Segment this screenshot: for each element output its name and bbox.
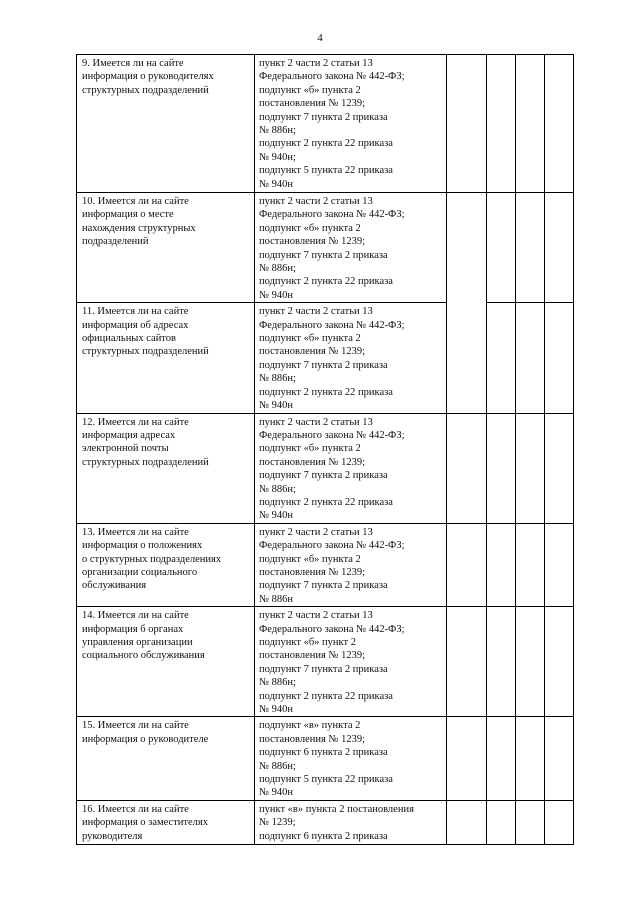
blank-cell (487, 303, 516, 413)
legal-basis-line: Федерального закона № 442-ФЗ; (259, 209, 405, 221)
legal-basis-line: подпункт 2 пункта 22 приказа (259, 386, 393, 398)
legal-basis-line: № 940н (259, 289, 294, 301)
legal-basis-line: постановления № 1239; (259, 236, 366, 248)
blank-cell (516, 303, 545, 413)
blank-cell (545, 523, 574, 606)
legal-basis-line: пункт 2 части 2 статьи 13 (259, 416, 373, 428)
question-line: официальных сайтов (82, 333, 176, 345)
blank-cell (487, 523, 516, 606)
blank-cell (545, 800, 574, 844)
blank-cell (545, 413, 574, 523)
legal-basis-line: № 886н; (259, 373, 296, 385)
question-line: информация о положениях (82, 540, 203, 552)
table-row (77, 607, 574, 717)
blank-cell (487, 717, 516, 800)
table-row (77, 55, 574, 193)
legal-basis-line: пункт 2 части 2 статьи 13 (259, 306, 373, 318)
legal-basis-line: № 886н; (259, 263, 296, 275)
legal-basis-cell (255, 607, 447, 717)
legal-basis-cell (255, 523, 447, 606)
question-cell (77, 413, 255, 523)
blank-cell (545, 607, 574, 717)
table-row (77, 303, 574, 413)
legal-basis-cell (255, 303, 447, 413)
legal-basis-line: № 940н (259, 787, 294, 799)
question-line: информация о руководителях (82, 71, 214, 83)
legal-basis-line: подпункт «в» пункта 2 (259, 720, 361, 732)
legal-basis-cell (255, 193, 447, 303)
blank-cell (447, 607, 487, 717)
legal-basis-line: подпункт «б» пункта 2 (259, 84, 361, 96)
table-row (77, 717, 574, 800)
question-line: о структурных подразделениях (82, 553, 222, 565)
legal-basis-line: подпункт «б» пункта 2 (259, 222, 361, 234)
blank-cell (447, 193, 487, 414)
legal-basis-line: подпункт «б» пункта 2 (259, 443, 361, 455)
question-line: организации социального (82, 566, 198, 578)
legal-basis-line: подпункт «б» пункт 2 (259, 637, 356, 648)
question-cell (77, 717, 255, 800)
blank-cell (447, 55, 487, 193)
blank-cell (516, 607, 545, 717)
legal-basis-cell (255, 800, 447, 844)
blank-cell (487, 55, 516, 193)
question-cell (77, 607, 255, 717)
question-line: 16. Имеется ли на сайте (82, 803, 189, 815)
legal-basis-line: подпункт 5 пункта 22 приказа (259, 165, 393, 177)
legal-basis-line: пункт 2 части 2 статьи 13 (259, 610, 373, 622)
legal-basis-line: подпункт «б» пункта 2 (259, 333, 361, 345)
legal-basis-line: подпункт 6 пункта 2 приказа (259, 747, 388, 759)
blank-cell (447, 800, 487, 844)
legal-basis-line: Федерального закона № 442-ФЗ; (259, 429, 405, 441)
question-cell (77, 55, 255, 193)
legal-basis-line: подпункт 2 пункта 22 приказа (259, 276, 393, 288)
blank-cell (487, 193, 516, 303)
question-line: информация б органах (82, 623, 184, 635)
blank-cell (545, 717, 574, 800)
question-line: руководителя (82, 830, 143, 842)
question-line: информация об адресах (82, 319, 189, 331)
legal-basis-line: № 940н (259, 704, 294, 716)
legal-basis-line: подпункт «б» пункта 2 (259, 553, 361, 565)
question-line: структурных подразделений (82, 84, 209, 96)
blank-cell (447, 413, 487, 523)
legal-basis-line: подпункт 7 пункта 2 приказа (259, 663, 388, 675)
question-line: 15. Имеется ли на сайте (82, 720, 189, 732)
blank-cell (516, 717, 545, 800)
legal-basis-line: № 886н (259, 593, 294, 605)
table-row (77, 413, 574, 523)
question-line: 10. Имеется ли на сайте (82, 196, 189, 207)
legal-basis-line: пункт 2 части 2 статьи 13 (259, 526, 373, 538)
question-cell (77, 193, 255, 303)
legal-basis-line: постановления № 1239; (259, 566, 366, 578)
legal-basis-line: постановления № 1239; (259, 456, 366, 468)
legal-basis-line: постановления № 1239; (259, 346, 366, 358)
question-line: информация о заместителях (82, 817, 208, 829)
legal-basis-line: подпункт 2 пункта 22 приказа (259, 138, 393, 150)
legal-basis-cell (255, 55, 447, 193)
legal-basis-line: подпункт 7 пункта 2 приказа (259, 470, 388, 482)
blank-cell (545, 193, 574, 303)
checklist-table (76, 54, 574, 845)
blank-cell (516, 55, 545, 193)
question-line: информация о месте (82, 209, 174, 221)
legal-basis-line: пункт 2 части 2 статьи 13 (259, 196, 373, 207)
question-line: 12. Имеется ли на сайте (82, 416, 189, 428)
legal-basis-line: Федерального закона № 442-ФЗ; (259, 540, 405, 552)
table-row (77, 193, 574, 303)
legal-basis-line: № 886н; (259, 760, 296, 772)
legal-basis-line: пункт 2 части 2 статьи 13 (259, 58, 373, 69)
question-line: 13. Имеется ли на сайте (82, 526, 189, 538)
table-row (77, 523, 574, 606)
blank-cell (447, 523, 487, 606)
question-line: электронной почты (82, 443, 169, 455)
blank-cell (516, 523, 545, 606)
blank-cell (447, 717, 487, 800)
legal-basis-line: постановления № 1239; (259, 733, 366, 745)
legal-basis-cell (255, 717, 447, 800)
question-line: 14. Имеется ли на сайте (82, 610, 189, 622)
legal-basis-line: Федерального закона № 442-ФЗ; (259, 623, 405, 635)
legal-basis-line: подпункт 7 пункта 2 приказа (259, 359, 388, 371)
question-cell (77, 303, 255, 413)
legal-basis-line: № 940н; (259, 151, 296, 163)
question-cell (77, 800, 255, 844)
legal-basis-line: № 886н; (259, 125, 296, 137)
question-line: обслуживания (82, 580, 147, 592)
question-line: 11. Имеется ли на сайте (82, 306, 189, 318)
legal-basis-line: подпункт 2 пункта 22 приказа (259, 496, 393, 508)
legal-basis-line: постановления № 1239; (259, 650, 366, 662)
blank-cell (487, 607, 516, 717)
legal-basis-line: постановления № 1239; (259, 98, 366, 110)
question-line: информация адресах (82, 429, 176, 441)
legal-basis-line: № 1239; (259, 817, 296, 829)
legal-basis-line: подпункт 7 пункта 2 приказа (259, 111, 388, 123)
legal-basis-line: пункт «в» пункта 2 постановления (259, 803, 414, 815)
blank-cell (545, 55, 574, 193)
page-number: 4 (317, 32, 323, 44)
question-line: управления организации (82, 637, 193, 648)
legal-basis-line: подпункт 6 пункта 2 приказа (259, 830, 388, 842)
blank-cell (545, 303, 574, 413)
question-line: нахождения структурных (82, 222, 196, 234)
legal-basis-cell (255, 413, 447, 523)
question-line: структурных подразделений (82, 346, 209, 358)
question-line: социального обслуживания (82, 650, 205, 662)
blank-cell (487, 800, 516, 844)
legal-basis-line: № 940н (259, 178, 294, 190)
legal-basis-line: подпункт 7 пункта 2 приказа (259, 249, 388, 261)
legal-basis-line: подпункт 2 пункта 22 приказа (259, 690, 393, 702)
legal-basis-line: № 940н (259, 510, 294, 522)
blank-cell (516, 800, 545, 844)
legal-basis-line: № 886н; (259, 677, 296, 689)
question-line: 9. Имеется ли на сайте (82, 58, 184, 69)
question-line: информация о руководителе (82, 733, 209, 745)
question-cell (77, 523, 255, 606)
table-row (77, 800, 574, 844)
legal-basis-line: подпункт 5 пункта 22 приказа (259, 774, 393, 786)
question-line: структурных подразделений (82, 456, 209, 468)
question-line: подразделений (82, 236, 149, 248)
legal-basis-line: Федерального закона № 442-ФЗ; (259, 71, 405, 83)
blank-cell (487, 413, 516, 523)
legal-basis-line: № 886н; (259, 483, 296, 495)
legal-basis-line: № 940н (259, 400, 294, 412)
legal-basis-line: подпункт 7 пункта 2 приказа (259, 580, 388, 592)
blank-cell (516, 193, 545, 303)
legal-basis-line: Федерального закона № 442-ФЗ; (259, 319, 405, 331)
blank-cell (516, 413, 545, 523)
